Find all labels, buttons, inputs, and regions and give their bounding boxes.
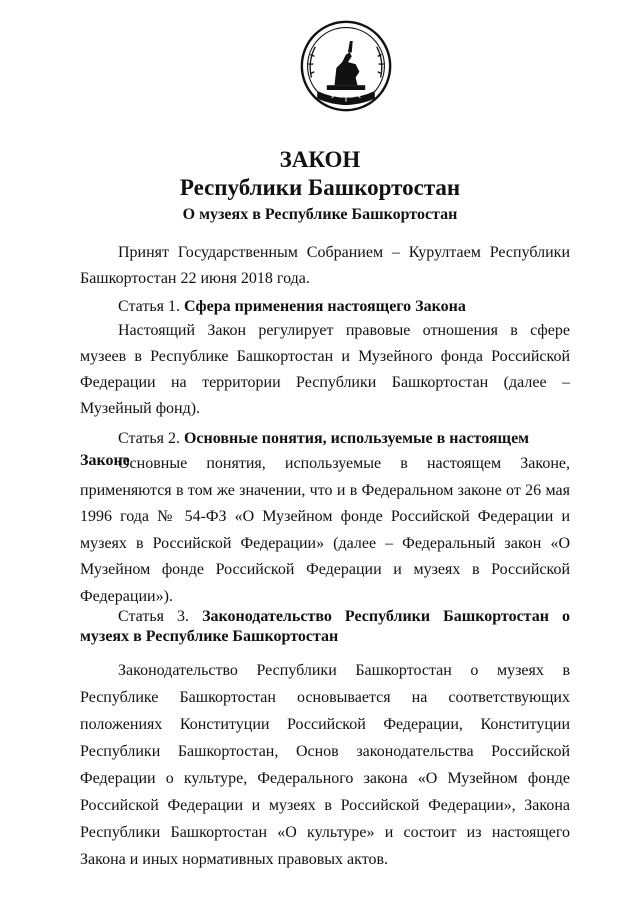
article-1-heading — [80, 296, 570, 318]
article-1-title: Сфера применения настоящего Закона — [183, 298, 466, 315]
article-2-title: Основные понятия, используемые в настоящем Законе — [80, 430, 530, 469]
document-subtitle: О музеях в Республике Башкортостан — [182, 206, 458, 223]
document-title-republic: Республики Башкортостан — [179, 175, 461, 200]
article-1-text: Настоящий Закон регулирует правовые отношения в сфере музеев в Республике Башкортостан и Музейного фонда Российской Федерации на территории Республики Башкортостан (далее – Музейный фонд). — [80, 322, 570, 417]
article-3-text: Законодательство Республики Башкортостан о музеях в Республике Башкортостан основывается на соответствующих положениях Конституции Российской Федерации, Конституции Республики Башкортостан, Основ законодательства Российской Федерации о культуре, Федерального закона «О Музейном фонде Российской Федерации и музеях в Российской Федерации», Закона Республики Башкортостан «О культуре» и состоит из настоящего Закона и иных нормативных правовых актов. — [80, 662, 570, 868]
article-2-prefix: Статья 2. — [118, 430, 184, 447]
document-title: ЗАКОН — [279, 147, 361, 172]
adoption-paragraph: Принят Государственным Собранием – Курултаем Республики Башкортостан 22 июня 2018 года. — [80, 244, 570, 287]
article-2-text: Основные понятия, используемые в настоящем Законе, применяются в том же значении, что и в Федеральном законе от 26 мая 1996 года № 54-ФЗ «О Музейном фонде Российской Федерации и музеях в Российской Федерации» (далее – Федеральный закон «О Музейном фонде Российской Федерации и музеях в Российской Федерации»). — [80, 455, 570, 605]
article-1-prefix: Статья 1. — [118, 298, 184, 315]
coat-of-arms-emblem — [298, 18, 394, 114]
article-3-prefix: Статья 3. — [118, 608, 203, 625]
article-3-heading — [80, 607, 570, 647]
article-3-title: Законодательство Республики Башкортостан о музеях в Республике Башкортостан — [80, 608, 570, 645]
